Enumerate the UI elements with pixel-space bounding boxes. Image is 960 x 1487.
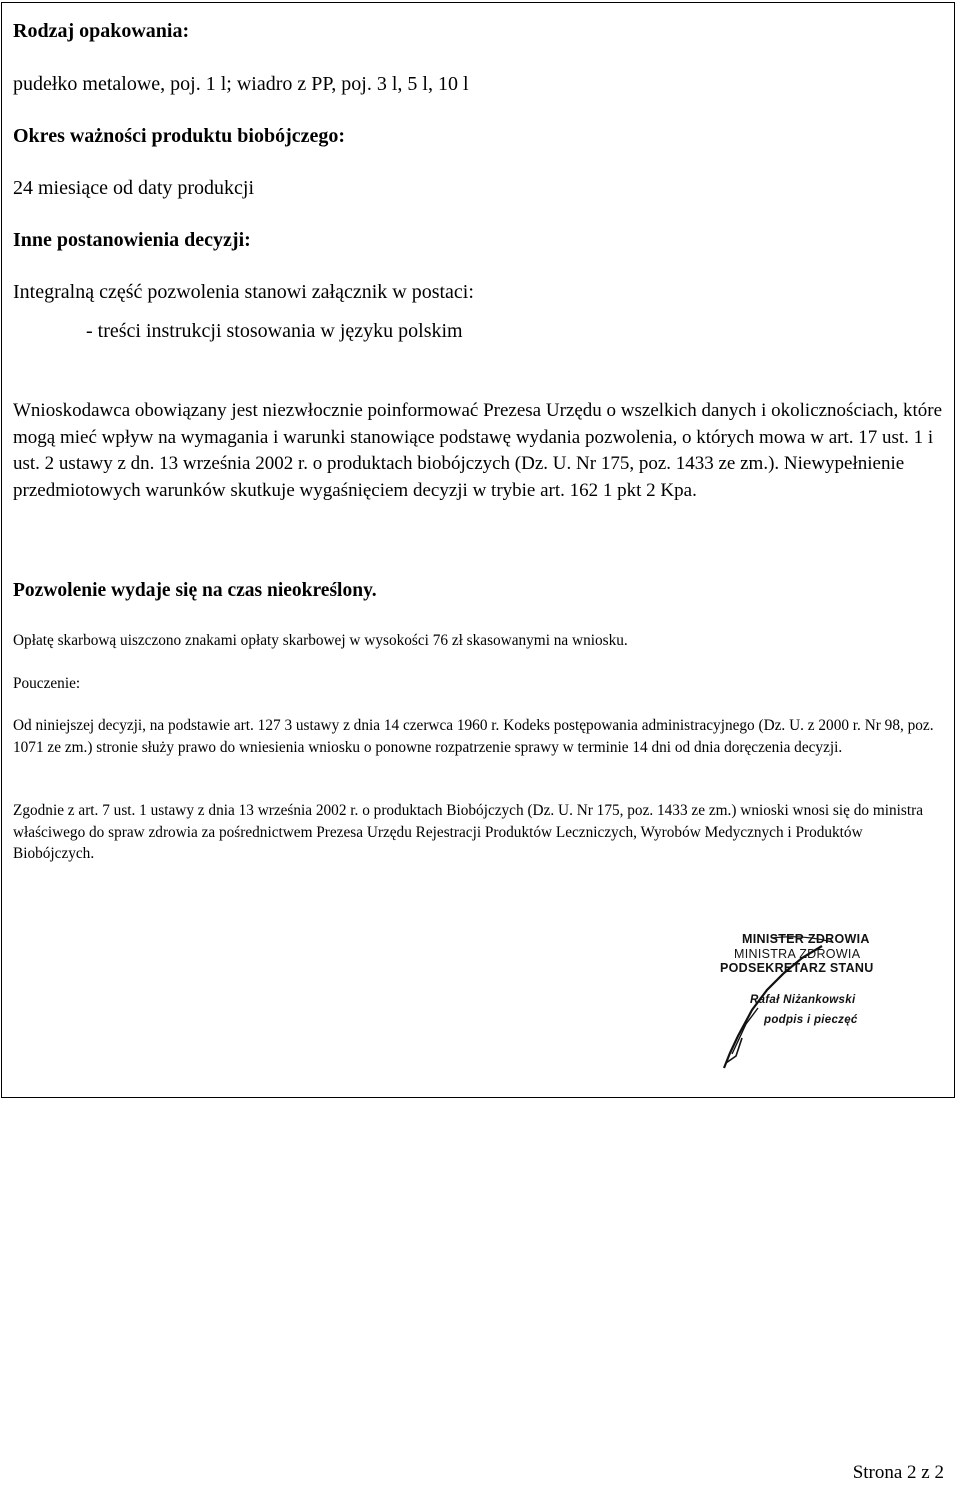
handwritten-signature: [712, 928, 912, 1073]
fee-note: Opłatę skarbową uiszczono znakami opłaty skarbowej w wysokości 76 zł skasowanymi na wniosku.: [13, 632, 628, 649]
validity-value: 24 miesiące od daty produkcji: [13, 177, 255, 199]
stamp-line-secretary: PODSEKRETARZ STANU: [720, 961, 874, 975]
stamp-line-ministra: MINISTRA ZDROWIA: [734, 947, 861, 961]
stamp-caption: podpis i pieczęć: [764, 1014, 858, 1026]
validity-heading: Okres ważności produktu biobójczego:: [13, 125, 346, 147]
instruction-paragraph: Od niniejszej decyzji, na podstawie art. 127 3 ustawy z dnia 14 czerwca 1960 r. Kodeks postępowania administracyjnego (Dz. U. z 2000 r. Nr 98, poz. 1071 ze zm.) stronie służy prawo do wniesienia wniosku o ponowne rozpatrzenie sprawy w terminie 14 dni od dnia doręczenia decyzji.: [13, 717, 934, 756]
annex-item: - treści instrukcji stosowania w języku polskim: [86, 320, 463, 342]
stamp-line-minister: MINISTER ZDROWIA: [742, 932, 870, 946]
appeal-paragraph: Zgodnie z art. 7 ust. 1 ustawy z dnia 13 września 2002 r. o produktach Biobójczych (Dz. U. Nr 175, poz. 1433 ze zm.) wnioski wnosi się do ministra właściwego do spraw zdrowia za pośrednictwem Prezesa Urzędu Rejestracji Produktów Leczniczych, Wyrobów Medycznych i Produktów Biobójczych.: [13, 802, 923, 862]
page-number: Strona 2 z 2: [852, 1462, 944, 1483]
other-provisions-heading: Inne postanowienia decyzji:: [13, 229, 251, 251]
packaging-heading: Rodzaj opakowania:: [13, 20, 190, 42]
applicant-obligation-paragraph: Wnioskodawca obowiązany jest niezwłocznie poinformować Prezesa Urzędu o wszelkich danych i okolicznościach, które mogą mieć wpływ na wymagania i warunki stanowiące podstawę wydania pozwolenia, o których mowa w art. 17 ust. 1 i ust. 2 ustawy z dn. 13 września 2002 r. o produktach biobójczych (Dz. U. Nr 175, poz. 1433 ze zm.). Niewypełnienie przedmiotowych warunków skutkuje wygaśnięciem decyzji w trybie art. 162 1 pkt 2 Kpa.: [13, 400, 943, 501]
official-stamp-signature: [712, 928, 912, 1073]
annex-intro: Integralną część pozwolenia stanowi załącznik w postaci:: [13, 281, 474, 303]
stamp-signatory-name: Rafał Niżankowski: [750, 994, 856, 1006]
packaging-value: pudełko metalowe, poj. 1 l; wiadro z PP, poj. 3 l, 5 l, 10 l: [13, 73, 469, 95]
permit-duration: Pozwolenie wydaje się na czas nieokreślony.: [13, 580, 377, 601]
instruction-heading: Pouczenie:: [13, 675, 81, 692]
